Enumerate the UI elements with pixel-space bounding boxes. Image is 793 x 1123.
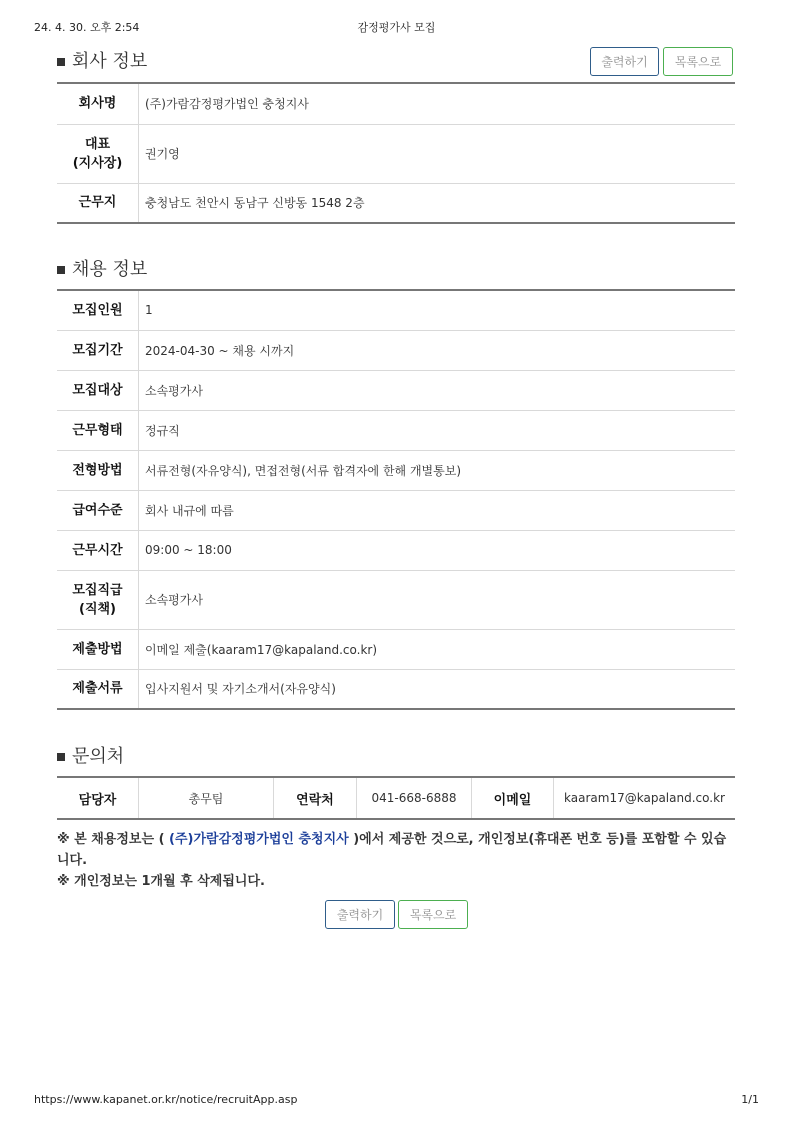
- privacy-notice: [57, 829, 737, 892]
- position-label-line2: (직책): [79, 601, 116, 617]
- print-button-bottom[interactable]: 출력하기: [325, 900, 395, 929]
- target-value: 소속평가사: [139, 370, 736, 410]
- table-row: [57, 183, 735, 223]
- table-row: [57, 124, 735, 183]
- documents-label: 제출서류: [57, 669, 139, 709]
- submission-method-label: 제출방법: [57, 629, 139, 669]
- table-row: [57, 290, 735, 330]
- company-name-value: (주)가람감정평가법인 충청지사: [139, 83, 736, 124]
- notice-line-1: [57, 829, 737, 871]
- list-button[interactable]: 목록으로: [663, 47, 733, 76]
- table-row: [57, 410, 735, 450]
- employment-type-value: 정규직: [139, 410, 736, 450]
- square-bullet-icon: [57, 753, 65, 761]
- square-bullet-icon: [57, 266, 65, 274]
- print-page-number: 1/1: [741, 1093, 759, 1106]
- print-date: 24. 4. 30. 오후 2:54: [34, 21, 140, 34]
- manager-value: 총무팀: [139, 777, 274, 819]
- employment-type-label: 근무형태: [57, 410, 139, 450]
- table-row: [57, 490, 735, 530]
- print-page-title: 감정평가사 모집: [357, 21, 436, 34]
- table-row: [57, 83, 735, 124]
- square-bullet-icon: [57, 58, 65, 66]
- work-hours-label: 근무시간: [57, 530, 139, 570]
- phone-value: 041-668-6888: [357, 777, 472, 819]
- selection-method-value: 서류전형(자유양식), 면접전형(서류 합격자에 한해 개별통보): [139, 450, 736, 490]
- print-button[interactable]: 출력하기: [590, 47, 659, 76]
- notice-suffix: )에서 제공한 것으로, 개인정보(휴대폰 번호 등)를 포함할 수 있습니다.: [57, 832, 727, 868]
- representative-label-line2: (지사장): [72, 155, 123, 171]
- submission-method-value: 이메일 제출(kaaram17@kapaland.co.kr): [139, 629, 736, 669]
- table-row: [57, 370, 735, 410]
- salary-label: 급여수준: [57, 490, 139, 530]
- headcount-label: 모집인원: [57, 290, 139, 330]
- target-label: 모집대상: [57, 370, 139, 410]
- workplace-value: 충청남도 천안시 동남구 신방동 1548 2층: [145, 196, 365, 211]
- table-row: [57, 629, 735, 669]
- position-label-line1: 모집직급: [72, 582, 123, 598]
- table-row: [57, 669, 735, 709]
- selection-method-label: 전형방법: [57, 450, 139, 490]
- contact-section-heading: [57, 742, 124, 768]
- work-hours-value: 09:00 ~ 18:00: [139, 530, 736, 570]
- email-value: kaaram17@kapaland.co.kr: [554, 777, 736, 819]
- workplace-label: 근무지: [57, 183, 139, 223]
- period-label: 모집기간: [57, 330, 139, 370]
- position-label: [57, 570, 139, 629]
- table-row: [57, 530, 735, 570]
- table-row: [57, 450, 735, 490]
- period-value: 2024-04-30 ~ 채용 시까지: [139, 330, 736, 370]
- company-name-label: 회사명: [57, 83, 139, 124]
- position-value: 소속평가사: [139, 570, 736, 629]
- list-button-bottom[interactable]: 목록으로: [398, 900, 468, 929]
- manager-label: 담당자: [78, 792, 117, 808]
- documents-value: 입사지원서 및 자기소개서(자유양식): [145, 682, 336, 697]
- company-section-title: 회사 정보: [72, 51, 148, 72]
- representative-value: 권기영: [139, 124, 736, 183]
- email-label: 이메일: [472, 777, 554, 819]
- company-section-heading: [57, 47, 147, 73]
- print-url: https://www.kapanet.or.kr/notice/recruitApp.asp: [34, 1093, 298, 1106]
- contact-section-title: 문의처: [72, 746, 125, 767]
- table-row: [57, 777, 735, 819]
- phone-label: 연락처: [274, 777, 357, 819]
- company-info-table: [57, 82, 735, 224]
- notice-company-name: (주)가람감정평가법인 충청지사: [169, 832, 349, 847]
- notice-prefix: ※ 본 채용정보는 (: [57, 832, 170, 847]
- recruit-section-title: 채용 정보: [72, 259, 148, 280]
- contact-table: [57, 776, 735, 820]
- representative-label: [57, 124, 139, 183]
- salary-value: 회사 내규에 따름: [139, 490, 736, 530]
- table-row: [57, 330, 735, 370]
- recruit-info-table: [57, 289, 735, 710]
- notice-line-2: ※ 개인정보는 1개월 후 삭제됩니다.: [57, 874, 265, 889]
- table-row: [57, 570, 735, 629]
- headcount-value: 1: [139, 290, 736, 330]
- recruit-section-heading: [57, 255, 147, 281]
- representative-label-line1: 대표: [84, 136, 111, 152]
